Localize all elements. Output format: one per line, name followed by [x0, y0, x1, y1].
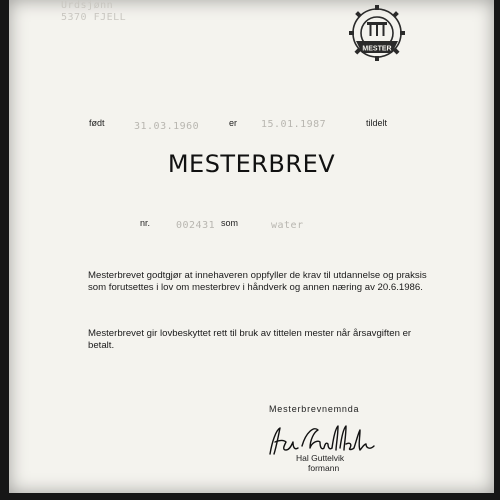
born-label: født	[89, 118, 105, 128]
certificate-paragraph-2: Mesterbrevet gir lovbeskyttet rett til bruk av tittelen mester når årsavgiften er betalt.	[88, 328, 412, 352]
awarded-label: tildelt	[366, 118, 388, 128]
committee-name: Mesterbrevnemnda	[269, 404, 360, 414]
trade-name: water	[271, 220, 304, 231]
as-label: som	[221, 218, 239, 228]
number-label: nr.	[140, 218, 151, 228]
certificate-paragraph-1: Mesterbrevet godtgjør at innehaveren oppfyller de krav til utdannelse og praksis som forutsettes i lov om mesterbrev i håndverk og annen næring av 20.6.1986.	[88, 270, 427, 294]
recipient-address: 5370 FJELL	[61, 12, 127, 23]
award-date: 15.01.1987	[261, 119, 327, 130]
is-label: er	[229, 118, 238, 128]
signer-name: Hal Guttelvik	[296, 453, 345, 463]
certificate-number: 002431	[176, 220, 216, 231]
signer-title: formann	[308, 463, 340, 473]
mester-logo-icon	[342, 3, 412, 63]
certificate-page	[9, 0, 494, 493]
recipient-name: Urdsjønn	[61, 0, 114, 11]
logo-text: MESTER	[362, 45, 392, 53]
birth-date: 31.03.1960	[134, 121, 200, 132]
certificate-title: MESTERBREV	[167, 150, 336, 178]
